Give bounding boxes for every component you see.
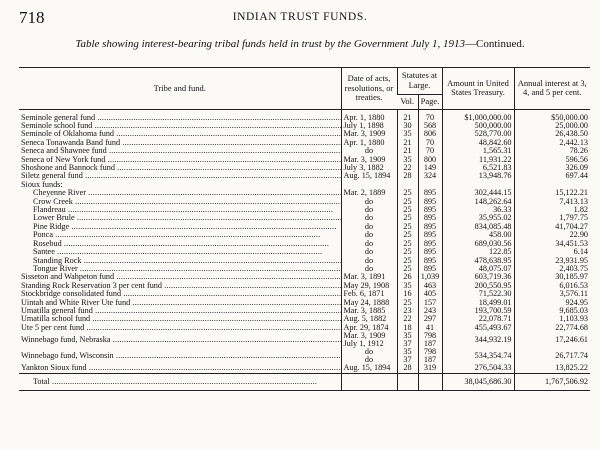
date-cell: do — [341, 147, 397, 155]
amount-cell: 148,262.64 — [442, 198, 514, 206]
date-cell — [341, 348, 397, 364]
fund-name-text: Umatilla school fund ..... — [21, 315, 341, 323]
vol-cell: 35 — [397, 282, 418, 290]
table-row — [19, 122, 590, 130]
page-cell-line: 187 — [423, 339, 437, 349]
amount-cell — [442, 181, 514, 189]
fund-name — [19, 156, 341, 164]
page-cell: 319 — [418, 364, 442, 373]
interest-cell: 17,246.61 — [514, 332, 590, 348]
amount-cell: 528,770.00 — [442, 130, 514, 138]
page-cell: 895 — [418, 265, 442, 273]
table-row — [19, 315, 590, 323]
fund-name — [19, 109, 341, 122]
fund-name — [19, 181, 341, 189]
page-cell: 806 — [418, 130, 442, 138]
interest-cell: 326.09 — [514, 164, 590, 172]
vol-cell: 35 — [397, 130, 418, 138]
fund-name-text: Yankton Sioux fund ..... — [21, 364, 341, 372]
table-row — [19, 257, 590, 265]
interest-cell: 41,704.27 — [514, 223, 590, 231]
page-cell: 70 — [418, 139, 442, 147]
table-row — [19, 172, 590, 180]
vol-cell: 25 — [397, 231, 418, 239]
page-cell: 895 — [418, 231, 442, 239]
fund-name — [19, 172, 341, 180]
page-cell: 70 — [418, 109, 442, 122]
amount-cell: 13,948.76 — [442, 172, 514, 180]
date-cell: Apr. 1, 1880 — [341, 109, 397, 122]
fund-name-text: Ute 5 per cent fund ..... — [21, 324, 341, 332]
caption-continued: —Continued. — [465, 38, 525, 50]
date-cell: May 24, 1888 — [341, 299, 397, 307]
vol-cell: 25 — [397, 198, 418, 206]
table-row — [19, 240, 590, 248]
fund-name-text: Tongue River ..... — [33, 265, 341, 273]
interest-cell: 34,451.53 — [514, 240, 590, 248]
date-cell: do — [341, 198, 397, 206]
amount-cell: 455,493.67 — [442, 324, 514, 332]
fund-name — [19, 189, 341, 197]
interest-cell: 1,103.93 — [514, 315, 590, 323]
funds-table — [19, 67, 590, 391]
amount-cell: 500,000.00 — [442, 122, 514, 130]
header-amount: Amount in United States Treasury. — [442, 68, 514, 110]
vol-cell: 25 — [397, 265, 418, 273]
interest-cell: 7,413.13 — [514, 198, 590, 206]
fund-name — [19, 282, 341, 290]
fund-name-text: Lower Brule ..... — [33, 214, 341, 222]
amount-cell: 302,444.15 — [442, 189, 514, 197]
table-row — [19, 231, 590, 239]
date-cell: do — [341, 231, 397, 239]
date-cell: do — [341, 265, 397, 273]
table-row — [19, 214, 590, 222]
total-amount: 38,045,686.30 — [442, 373, 514, 390]
fund-name — [19, 130, 341, 138]
date-cell: Mar. 3, 1909 — [341, 130, 397, 138]
interest-cell: 23,931.95 — [514, 257, 590, 265]
date-cell: July 3, 1882 — [341, 164, 397, 172]
interest-cell: 22,774.68 — [514, 324, 590, 332]
page-cell-line: 798 — [423, 348, 437, 357]
fund-name-text: Stockbridge consolidated fund ..... — [21, 290, 341, 298]
page-cell: 297 — [418, 315, 442, 323]
date-cell: Aug. 15, 1894 — [341, 172, 397, 180]
table-row — [19, 248, 590, 256]
amount-cell: 689,030.56 — [442, 240, 514, 248]
fund-name — [19, 315, 341, 323]
date-cell: do — [341, 257, 397, 265]
vol-cell: 25 — [397, 240, 418, 248]
amount-cell: 35,955.02 — [442, 214, 514, 222]
vol-cell: 25 — [397, 299, 418, 307]
page-cell: 895 — [418, 223, 442, 231]
page-cell: 149 — [418, 164, 442, 172]
fund-name — [19, 332, 341, 348]
fund-name — [19, 223, 341, 231]
table-row — [19, 348, 590, 364]
fund-name — [19, 364, 341, 373]
fund-name-text: Santee ..... — [33, 248, 322, 256]
header-tribe-and-fund: Tribe and fund. — [19, 68, 341, 110]
vol-cell: 21 — [397, 147, 418, 155]
table-row — [19, 139, 590, 147]
total-interest: 1,767,506.92 — [514, 373, 590, 390]
fund-name-text: Shoshone and Bannock fund ..... — [21, 164, 341, 172]
date-cell: Feb. 6, 1871 — [341, 290, 397, 298]
fund-name — [19, 231, 341, 239]
interest-cell: 924.95 — [514, 299, 590, 307]
interest-cell: 6,016.53 — [514, 282, 590, 290]
table-caption — [19, 38, 581, 50]
date-cell-line: July 1, 1912 — [343, 339, 384, 349]
table-row — [19, 130, 590, 138]
date-cell — [341, 332, 397, 348]
interest-cell: 2,403.75 — [514, 265, 590, 273]
table-row — [19, 109, 590, 122]
page-cell: 243 — [418, 307, 442, 315]
amount-cell: 534,354.74 — [442, 348, 514, 364]
table-row — [19, 181, 590, 189]
vol-cell: 26 — [397, 273, 418, 281]
vol-cell: 25 — [397, 223, 418, 231]
amount-cell: 1,565.31 — [442, 147, 514, 155]
header-statutes: Statutes at Large. — [397, 68, 442, 95]
fund-name — [19, 348, 341, 364]
table-row — [19, 198, 590, 206]
fund-name-text: Seneca of New York fund ..... — [21, 156, 341, 164]
page-cell — [418, 373, 442, 390]
table-row — [19, 265, 590, 273]
page-cell-line: 187 — [423, 355, 437, 365]
vol-cell-line: 35 — [403, 332, 412, 341]
amount-cell: 344,932.19 — [442, 332, 514, 348]
fund-name-text: Pine Ridge ..... — [33, 223, 337, 231]
page-cell: 41 — [418, 324, 442, 332]
table-row — [19, 273, 590, 281]
fund-name-text: Seminole general fund ..... — [21, 113, 341, 122]
vol-cell: 18 — [397, 324, 418, 332]
fund-name — [19, 122, 341, 130]
fund-name-text: Standing Rock ..... — [33, 257, 341, 265]
vol-cell: 28 — [397, 172, 418, 180]
date-cell-line: do — [364, 355, 374, 365]
amount-cell: 22,078.71 — [442, 315, 514, 323]
running-title: INDIAN TRUST FUNDS. — [232, 11, 368, 23]
interest-cell: 1.82 — [514, 206, 590, 214]
table-row — [19, 324, 590, 332]
amount-cell: $1,000,000.00 — [442, 109, 514, 122]
fund-name — [19, 240, 341, 248]
fund-name — [19, 214, 341, 222]
vol-cell: 35 — [397, 156, 418, 164]
date-cell: do — [341, 240, 397, 248]
date-cell: do — [341, 223, 397, 231]
fund-name — [19, 198, 341, 206]
vol-cell-line: 35 — [403, 348, 412, 357]
page-cell: 895 — [418, 198, 442, 206]
table-row — [19, 332, 590, 348]
fund-name — [19, 307, 341, 315]
amount-cell: 478,638.95 — [442, 257, 514, 265]
page-cell: 800 — [418, 156, 442, 164]
date-cell: Apr. 29, 1874 — [341, 324, 397, 332]
date-cell: Aug. 15, 1894 — [341, 364, 397, 373]
vol-cell: 30 — [397, 122, 418, 130]
fund-name — [19, 290, 341, 298]
fund-name-text: Uintah and White River Ute fund ..... — [21, 299, 341, 307]
vol-cell: 21 — [397, 109, 418, 122]
page-cell: 463 — [418, 282, 442, 290]
page-number: 718 — [19, 8, 45, 27]
page-cell: 895 — [418, 257, 442, 265]
date-cell — [341, 373, 397, 390]
fund-name-text: Seneca and Shawnee fund ..... — [21, 147, 341, 155]
interest-cell: 25,000.00 — [514, 122, 590, 130]
interest-cell: 1,797.75 — [514, 214, 590, 222]
vol-cell — [397, 332, 418, 348]
page-cell: 895 — [418, 214, 442, 222]
amount-cell: 18,499.01 — [442, 299, 514, 307]
interest-cell: 78.26 — [514, 147, 590, 155]
fund-name — [19, 324, 341, 332]
amount-cell: 36.33 — [442, 206, 514, 214]
caption-text: Table showing interest-bearing tribal funds held in trust by the Government July 1, 1913 — [75, 38, 466, 50]
interest-cell: 30,185.97 — [514, 273, 590, 281]
amount-cell: 6,521.83 — [442, 164, 514, 172]
interest-cell — [514, 181, 590, 189]
table-row — [19, 290, 590, 298]
amount-cell: 71,522.30 — [442, 290, 514, 298]
interest-cell: 9,685.03 — [514, 307, 590, 315]
fund-name-text: Seminole of Oklahoma fund ..... — [21, 130, 341, 138]
fund-name — [19, 373, 341, 390]
date-cell-line: Mar. 3, 1909 — [343, 332, 386, 341]
page-cell: 70 — [418, 147, 442, 155]
page-cell: 405 — [418, 290, 442, 298]
amount-cell: 48,075.07 — [442, 265, 514, 273]
interest-cell: $50,000.00 — [514, 109, 590, 122]
interest-cell: 596.56 — [514, 156, 590, 164]
vol-cell: 28 — [397, 364, 418, 373]
fund-name-text: Seneca Tonawanda Band fund ..... — [21, 139, 341, 147]
fund-name-text: Siletz general fund ..... — [21, 172, 341, 180]
date-cell: do — [341, 214, 397, 222]
amount-cell: 834,085.48 — [442, 223, 514, 231]
table-row — [19, 164, 590, 172]
date-cell-line: do — [364, 348, 374, 357]
vol-cell: 25 — [397, 248, 418, 256]
fund-name-text: Sisseton and Wahpeton fund ..... — [21, 273, 341, 281]
table-row — [19, 307, 590, 315]
table-row — [19, 206, 590, 214]
date-cell — [341, 181, 397, 189]
interest-cell: 13,825.22 — [514, 364, 590, 373]
fund-name — [19, 139, 341, 147]
fund-name-text: Cheyenne River ..... — [33, 189, 341, 197]
page-cell-line: 798 — [423, 332, 437, 341]
table-row — [19, 223, 590, 231]
page-cell: 895 — [418, 240, 442, 248]
page-cell: 895 — [418, 206, 442, 214]
page-cell — [418, 332, 442, 348]
fund-name-text: Seminole school fund ..... — [21, 122, 341, 130]
fund-name-text: Total ..... — [33, 377, 317, 386]
interest-cell: 3,576.11 — [514, 290, 590, 298]
vol-cell: 25 — [397, 206, 418, 214]
page-cell: 895 — [418, 248, 442, 256]
header-vol: Vol. — [397, 95, 418, 110]
amount-cell: 458.00 — [442, 231, 514, 239]
vol-cell: 22 — [397, 164, 418, 172]
table-row — [19, 364, 590, 373]
date-cell: May 29, 1908 — [341, 282, 397, 290]
fund-name — [19, 299, 341, 307]
header-page: Page. — [418, 95, 442, 110]
amount-cell: 122.85 — [442, 248, 514, 256]
table-row — [19, 189, 590, 197]
interest-cell: 26,438.50 — [514, 130, 590, 138]
total-row — [19, 373, 590, 390]
vol-cell-line: 37 — [403, 339, 412, 349]
table-row — [19, 282, 590, 290]
header-interest: Annual interest at 3, 4, and 5 per cent. — [514, 68, 590, 110]
page-header — [19, 8, 581, 28]
amount-cell: 603,719.36 — [442, 273, 514, 281]
amount-cell: 276,504.33 — [442, 364, 514, 373]
fund-name-text: Winnebago fund, Nebraska ..... — [21, 335, 341, 344]
fund-name — [19, 206, 341, 214]
interest-cell: 26,717.74 — [514, 348, 590, 364]
vol-cell — [397, 181, 418, 189]
vol-cell — [397, 348, 418, 364]
interest-cell: 6.14 — [514, 248, 590, 256]
vol-cell: 21 — [397, 139, 418, 147]
table-row — [19, 299, 590, 307]
interest-cell: 697.44 — [514, 172, 590, 180]
amount-cell: 200,550.95 — [442, 282, 514, 290]
date-cell: Mar. 3, 1891 — [341, 273, 397, 281]
amount-cell: 193,700.59 — [442, 307, 514, 315]
funds-table-wrap — [19, 67, 590, 391]
fund-name-text: Sioux funds: — [21, 180, 63, 189]
amount-cell: 11,931.22 — [442, 156, 514, 164]
table-row — [19, 147, 590, 155]
page-cell: 324 — [418, 172, 442, 180]
fund-name-text: Rosebud ..... — [33, 240, 329, 248]
table-row — [19, 156, 590, 164]
fund-name-text: Ponca ..... — [33, 231, 320, 239]
interest-cell: 2,442.13 — [514, 139, 590, 147]
interest-cell: 15,122.21 — [514, 189, 590, 197]
fund-name — [19, 164, 341, 172]
vol-cell: 16 — [397, 290, 418, 298]
page-cell: 1,039 — [418, 273, 442, 281]
fund-name — [19, 265, 341, 273]
vol-cell: 22 — [397, 315, 418, 323]
date-cell: July 1, 1898 — [341, 122, 397, 130]
page-cell — [418, 348, 442, 364]
page-cell: 895 — [418, 189, 442, 197]
page-cell: 568 — [418, 122, 442, 130]
date-cell: do — [341, 206, 397, 214]
fund-name — [19, 273, 341, 281]
fund-name-text: Flandreau ..... — [33, 206, 333, 214]
date-cell: Apr. 1, 1880 — [341, 139, 397, 147]
vol-cell: 25 — [397, 257, 418, 265]
page-cell — [418, 181, 442, 189]
vol-cell — [397, 373, 418, 390]
fund-name-text: Winnebago fund, Wisconsin ..... — [21, 351, 341, 360]
date-cell: Mar. 3, 1909 — [341, 156, 397, 164]
fund-name-text: Standing Rock Reservation 3 per cent fund ..... — [21, 282, 341, 290]
date-cell: do — [341, 248, 397, 256]
fund-name-text: Umatilla general fund ..... — [21, 307, 341, 315]
header-date-of-acts: Date of acts, resolutions, or treaties. — [341, 68, 397, 110]
fund-name-text: Crow Creek ..... — [33, 198, 340, 206]
date-cell: Aug. 5, 1882 — [341, 315, 397, 323]
vol-cell: 23 — [397, 307, 418, 315]
date-cell: Mar. 3, 1885 — [341, 307, 397, 315]
vol-cell: 25 — [397, 214, 418, 222]
amount-cell: 48,842.60 — [442, 139, 514, 147]
vol-cell-line: 37 — [403, 355, 412, 365]
fund-name — [19, 248, 341, 256]
fund-name — [19, 147, 341, 155]
interest-cell: 22.90 — [514, 231, 590, 239]
vol-cell: 25 — [397, 189, 418, 197]
fund-name — [19, 257, 341, 265]
page-cell: 157 — [418, 299, 442, 307]
date-cell: Mar. 2, 1889 — [341, 189, 397, 197]
